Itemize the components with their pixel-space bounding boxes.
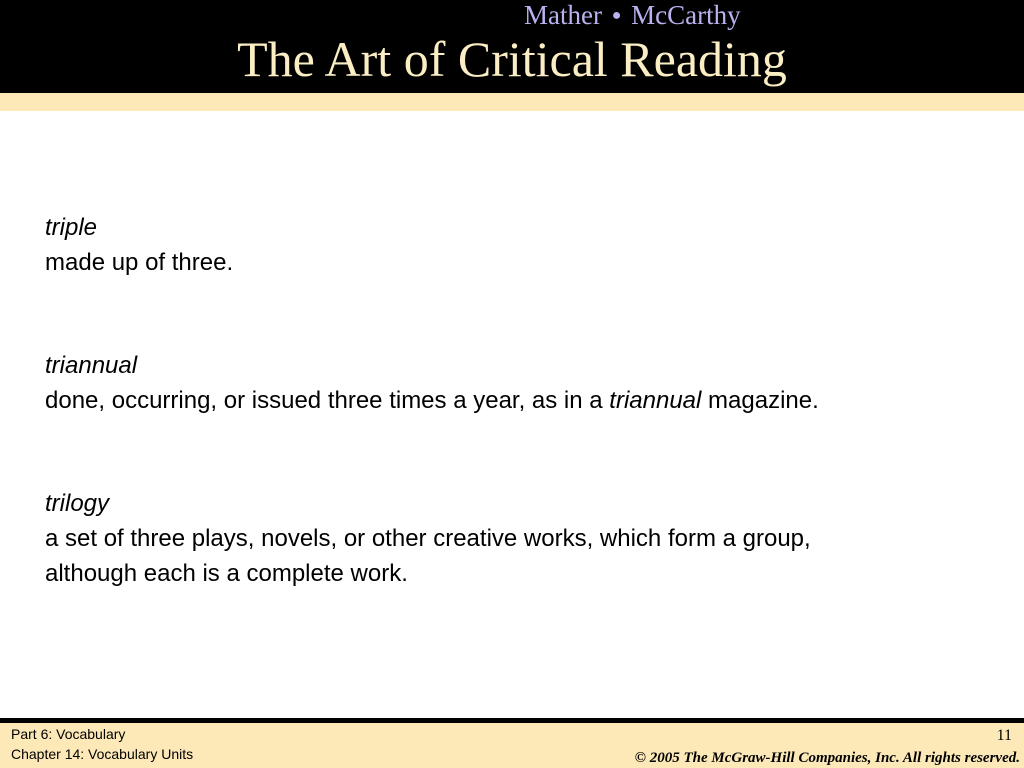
definition-triannual-italic: triannual [609, 387, 702, 414]
page-number: 11 [996, 727, 1012, 744]
definition-trilogy-line-1: a set of three plays, novels, or other creative works, which form a group, [45, 525, 811, 552]
term-triple: triple [45, 214, 98, 241]
copyright-notice: © 2005 The McGraw-Hill Companies, Inc. All rights reserved. [634, 750, 1020, 766]
authors [524, 0, 741, 31]
definition-triannual-end: magazine. [701, 387, 819, 414]
definition-triple: made up of three. [45, 249, 234, 276]
bullet-separator: ● [611, 7, 622, 24]
term-trilogy: trilogy [45, 490, 110, 517]
term-triannual: triannual [45, 352, 138, 379]
vocabulary-list [45, 210, 995, 591]
footer-chapter: Chapter 14: Vocabulary Units [11, 746, 194, 762]
footer-section-info [11, 724, 193, 764]
vocabulary-entry-triple [45, 210, 995, 280]
header-accent-band [0, 93, 1024, 111]
definition-triannual-start: done, occurring, or issued three times a year, as in a [45, 387, 610, 414]
footer-part: Part 6: Vocabulary [11, 726, 126, 742]
author-left: Mather [524, 0, 602, 30]
definition-triannual [45, 383, 995, 418]
author-right: McCarthy [631, 0, 741, 30]
vocabulary-entry-trilogy [45, 486, 995, 591]
slide-title: The Art of Critical Reading [237, 31, 787, 87]
footer-bar [0, 723, 1024, 768]
header-bar [0, 0, 1024, 93]
vocabulary-entry-triannual [45, 348, 995, 418]
definition-trilogy-line-2: although each is a complete work. [45, 560, 408, 587]
